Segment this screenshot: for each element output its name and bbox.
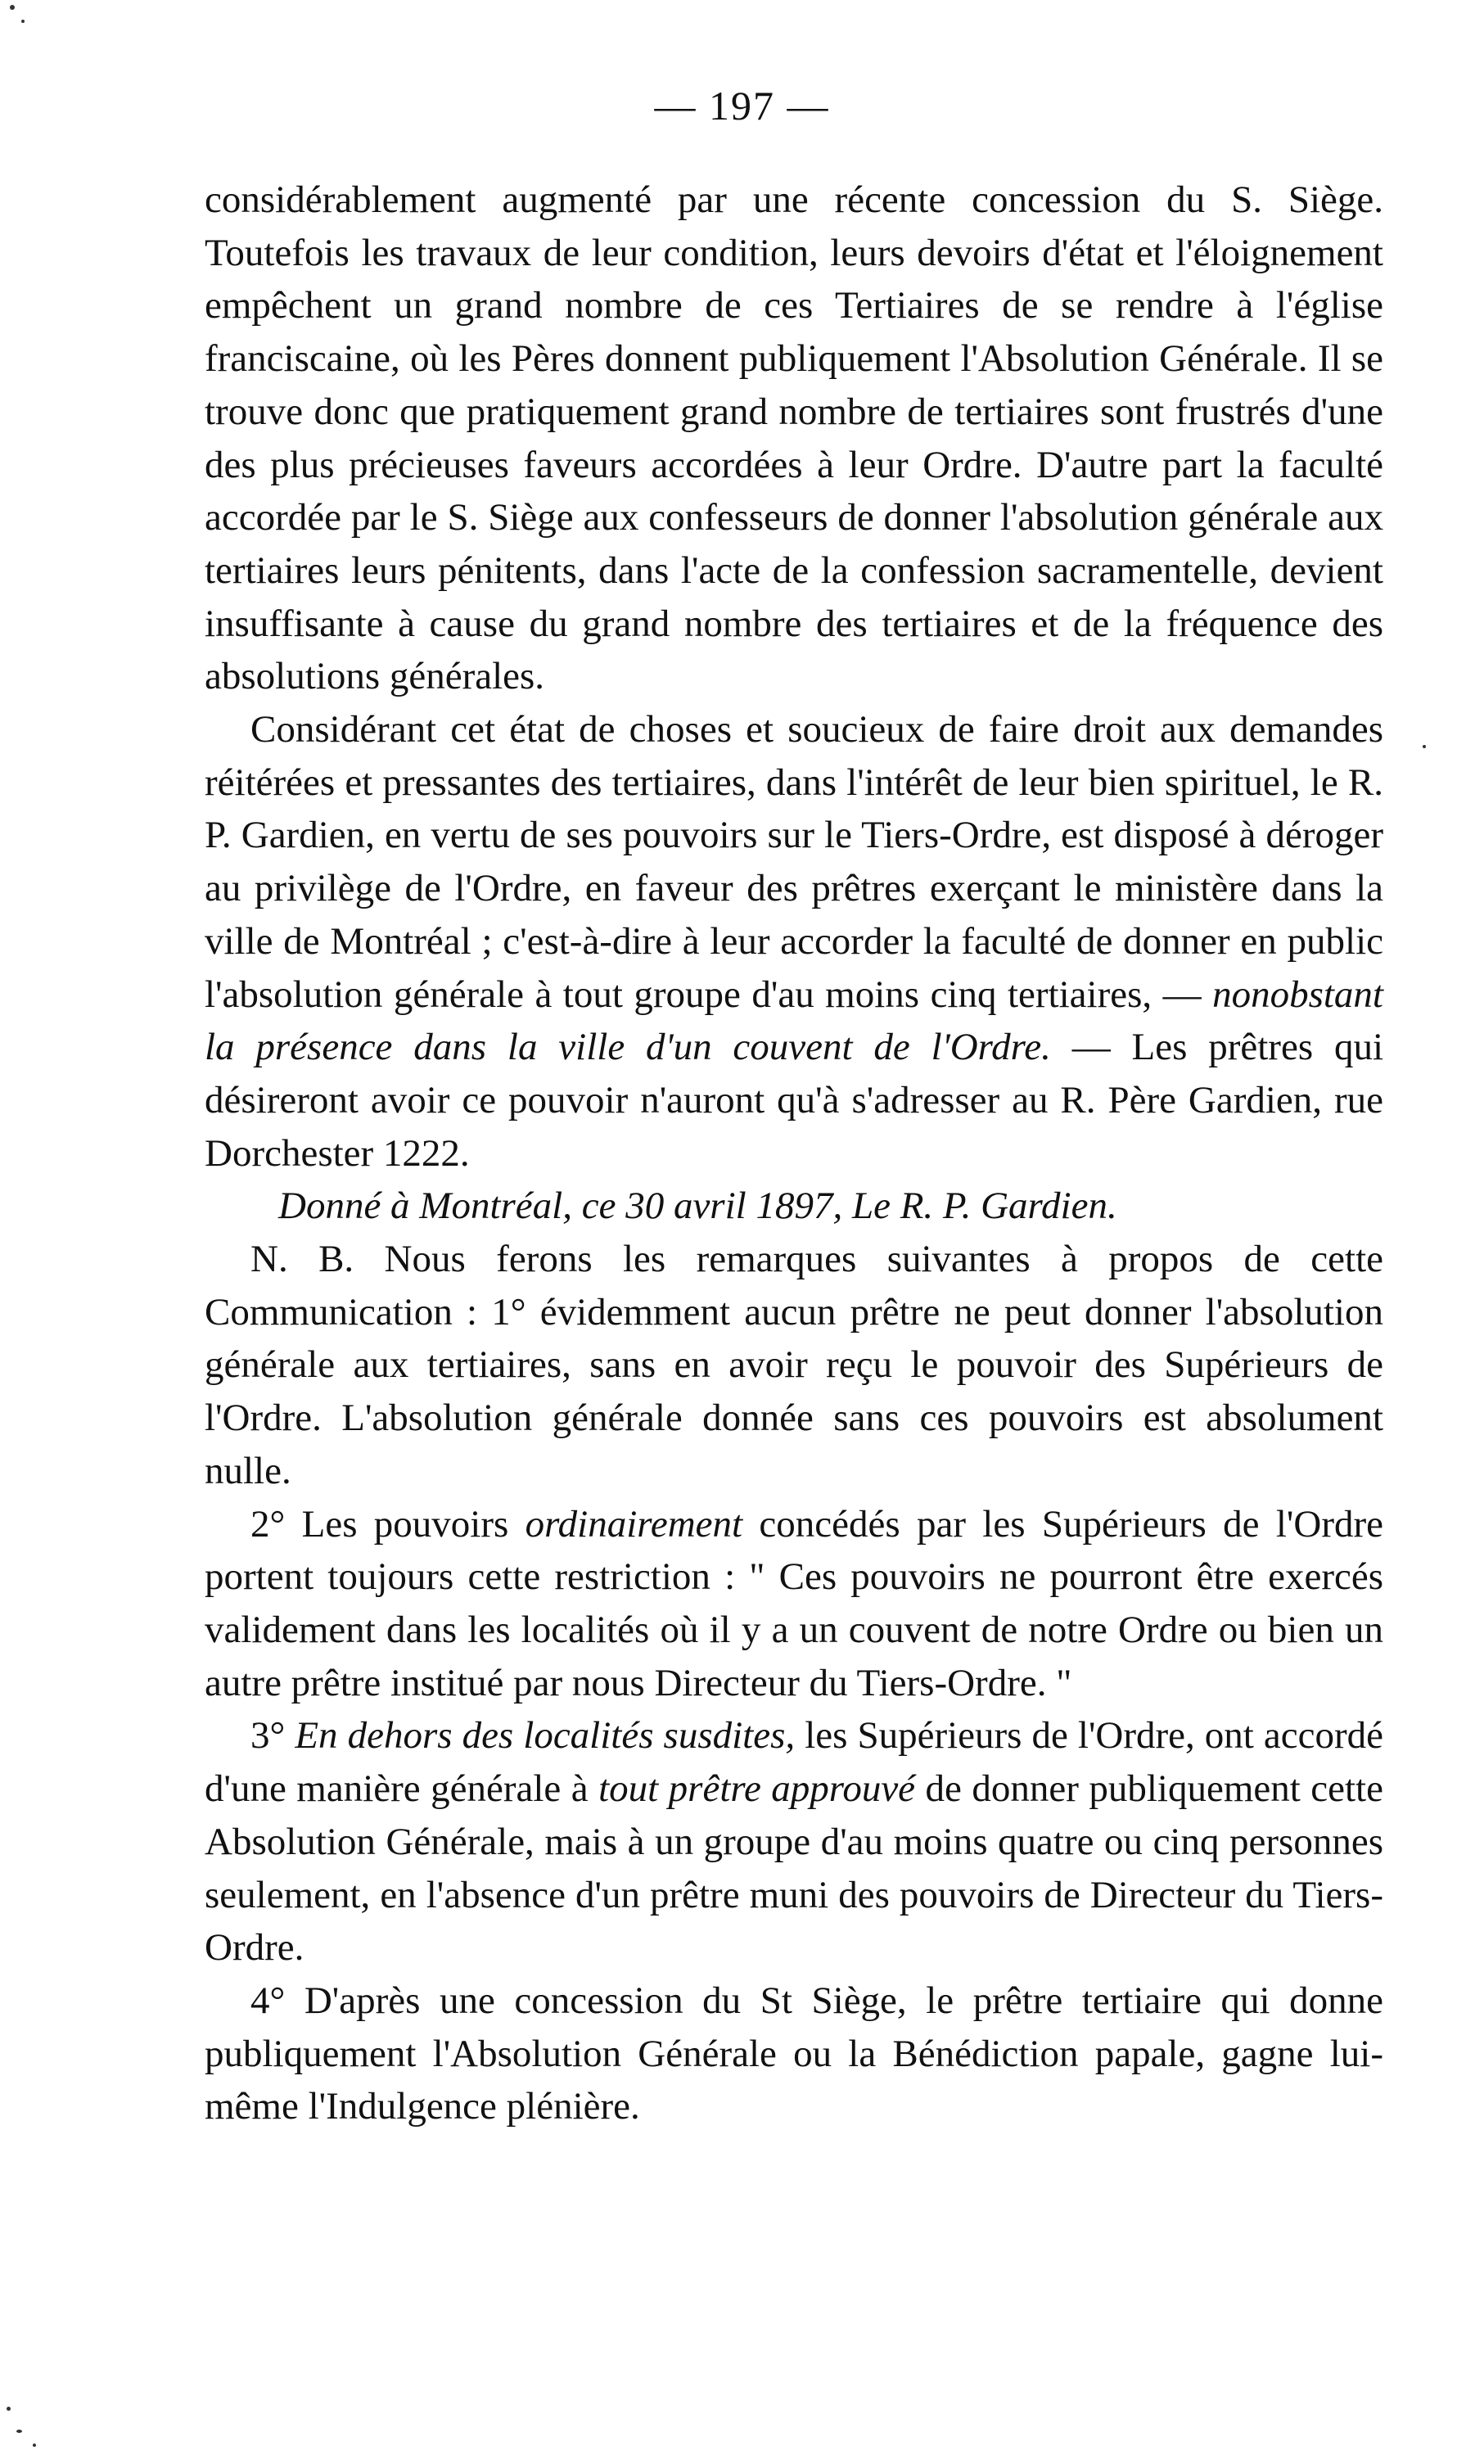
paragraph-text: — Les prêtres qui désireront avoir ce pouvoir n'auront qu'à s'adresser au R. Père Gardien, rue Dorchester 1222.: [205, 1026, 1384, 1175]
body-text: [205, 174, 1383, 2133]
italic-phrase: En dehors des localités susdites,: [295, 1714, 796, 1758]
italic-word: ordinairement: [525, 1502, 743, 1546]
scan-speck: [7, 2407, 11, 2411]
page-number: — 197 —: [654, 83, 830, 129]
scan-speck: [21, 20, 25, 23]
scan-speck: [16, 2430, 22, 2433]
paragraph-point-4: 4° D'après une concession du St Siège, le prêtre tertiaire qui donne publiquement l'Absolution Générale ou la Bénédiction papale, gagne lui-même l'Indulgence plénière.: [205, 1979, 1383, 2128]
italic-phrase: tout prêtre approuvé: [598, 1767, 916, 1811]
paragraph-considerant: [205, 703, 1383, 1180]
paragraph-point-2: [205, 1498, 1383, 1710]
italic-phrase: nonobstant la présence dans la ville d'un couvent de l'Ordre.: [205, 973, 1383, 1069]
scan-speck: [1423, 745, 1426, 748]
paragraph-text: Considérant cet état de choses et soucieux de faire droit aux demandes réitérées et pressantes des tertiaires, dans l'intérêt de leur bien spirituel, le R. P. Gardien, en vertu de ses pouvoirs sur le Tiers-Ordre, est disposé à déroger au privilège de l'Ordre, en faveur des prêtres exerçant le ministère dans la ville de Montréal ; c'est-à-dire à leur accorder la faculté de donner en public l'absolution générale à tout groupe d'au moins cinq tertiaires, —: [205, 708, 1383, 1016]
paragraph-text: 2° Les pouvoirs: [250, 1502, 525, 1546]
paragraph-text: 3°: [250, 1714, 295, 1758]
paragraph-text: de donner publiquement cette Absolution Générale, mais à un groupe d'au moins quatre ou cinq personnes seulement, en l'absence d'un prêtre muni des pouvoirs de Directeur du Tiers-Ordre.: [205, 1767, 1383, 1970]
paragraph-text: les Supérieurs de l'Ordre, ont accordé d'une manière générale à: [205, 1714, 1384, 1811]
paragraph-text: concédés par les Supérieurs de l'Ordre portent toujours cette restriction : " Ces pouvoirs ne pourront être exercés validement dans les localités où il y a un couvent de notre Ordre ou bien un autre prêtre institué par nous Directeur du Tiers-Ordre. ": [205, 1502, 1383, 1704]
scan-speck: [33, 2444, 36, 2447]
paragraph-nota-bene: N. B. Nous ferons les remarques suivantes à propos de cette Communication : 1° évidemment aucun prêtre ne peut donner l'absolution générale aux tertiaires, sans en avoir reçu le pouvoir des Supérieurs de l'Ordre. L'absolution générale donnée sans ces pouvoirs est absolument nulle.: [205, 1238, 1383, 1492]
paragraph-point-3: [205, 1709, 1383, 1974]
scan-speck: [10, 5, 15, 10]
dateline: Donné à Montréal, ce 30 avril 1897, Le R. P. Gardien.: [278, 1185, 1117, 1228]
paragraph-continuation: considérablement augmenté par une récente concession du S. Siège. Toutefois les travaux de leur condition, leurs devoirs d'état et l'éloignement empêchent un grand nombre de ces Tertiaires de se rendre à l'église franciscaine, où les Pères donnent publiquement l'Absolution Générale. Il se trouve donc que pratiquement grand nombre de tertiaires sont frustrés d'une des plus précieuses faveurs accordées à leur Ordre. D'autre part la faculté accordée par le S. Siège aux confesseurs de donner l'absolution générale aux tertiaires leurs pénitents, dans l'acte de la confession sacramentelle, devient insuffisante à cause du grand nombre des tertiaires et de la fréquence des absolutions générales.: [205, 178, 1383, 698]
